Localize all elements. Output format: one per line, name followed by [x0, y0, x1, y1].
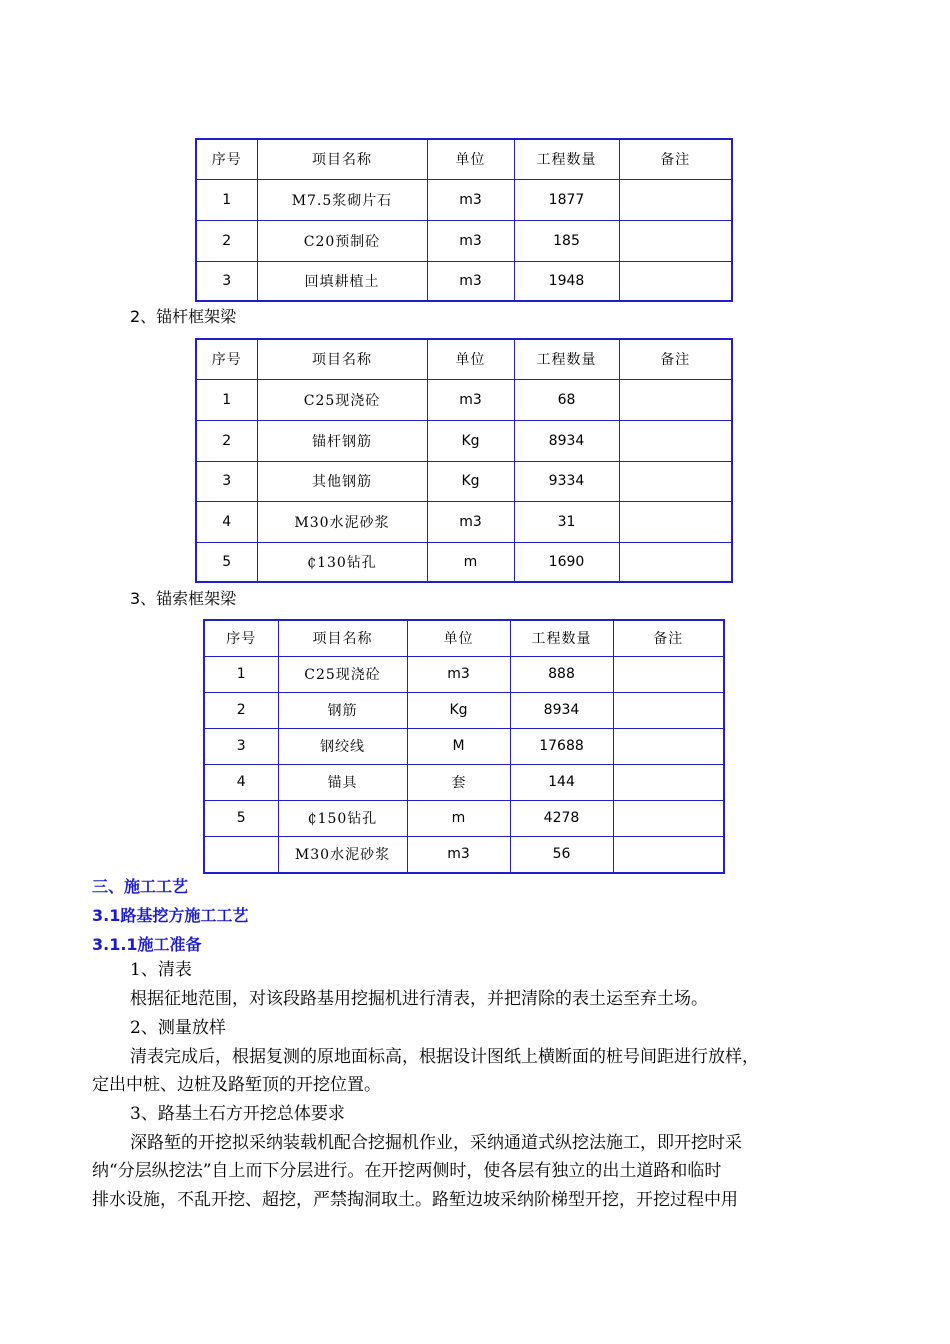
table-cell: M — [407, 728, 510, 764]
table-cell: C25现浇砼 — [257, 379, 427, 420]
table-row — [196, 501, 732, 542]
table-cell: 68 — [514, 379, 619, 420]
table-row — [196, 179, 732, 220]
item-survey-body-line1: 清表完成后，根据复测的原地面标高，根据设计图纸上横断面的桩号间距进行放样， — [130, 1047, 759, 1067]
table-cell: 144 — [510, 764, 613, 800]
table-cell: 2 — [204, 692, 278, 728]
table-cell — [619, 542, 732, 582]
table-cell: 1948 — [514, 261, 619, 301]
header-cell: 工程数量 — [514, 139, 619, 179]
table-1 — [195, 138, 733, 302]
table-cell — [613, 836, 724, 873]
table-cell: 其他钢筋 — [257, 461, 427, 501]
table-cell: 3 — [204, 728, 278, 764]
table-cell: m — [427, 542, 514, 582]
table-cell: C20预制砼 — [257, 220, 427, 261]
table-cell: Kg — [427, 461, 514, 501]
header-cell: 单位 — [427, 339, 514, 379]
table-cell — [619, 220, 732, 261]
table-row — [196, 461, 732, 501]
item-excavation-body-line1: 深路堑的开挖拟采纳装载机配合挖掘机作业，采纳通道式纵挖法施工，即开挖时采 — [130, 1133, 742, 1153]
item-excavation-body-line2: 纳“分层纵挖法”自上而下分层进行。在开挖两侧时，使各层有独立的出土道路和临时 — [92, 1161, 722, 1181]
table-cell: 钢筋 — [278, 692, 407, 728]
table-row — [204, 836, 724, 873]
item-clearing-title: 1、清表 — [130, 960, 192, 980]
table-2 — [195, 338, 733, 583]
table-cell: M30水泥砂浆 — [278, 836, 407, 873]
table-cell — [619, 179, 732, 220]
header-cell: 备注 — [619, 139, 732, 179]
table-cell: 185 — [514, 220, 619, 261]
table-cell: 锚杆钢筋 — [257, 420, 427, 461]
table-cell — [613, 728, 724, 764]
table-cell: 锚具 — [278, 764, 407, 800]
table-row — [196, 261, 732, 301]
table-cell: 31 — [514, 501, 619, 542]
table-cell: m3 — [407, 656, 510, 692]
table-cell: 1 — [196, 379, 257, 420]
table-header-row — [204, 620, 724, 656]
header-cell: 项目名称 — [257, 139, 427, 179]
table-cell: m3 — [427, 379, 514, 420]
table-row — [204, 764, 724, 800]
table-cell: 17688 — [510, 728, 613, 764]
item-survey-body-line2: 定出中桩、边桩及路堑顶的开挖位置。 — [92, 1075, 381, 1095]
table-cell — [613, 692, 724, 728]
header-cell: 工程数量 — [514, 339, 619, 379]
table-cell: 4 — [204, 764, 278, 800]
table-row — [204, 692, 724, 728]
table-cell — [204, 836, 278, 873]
table-cell: 888 — [510, 656, 613, 692]
table-cell: m3 — [427, 179, 514, 220]
heading-construction-process: 三、施工工艺 — [92, 877, 189, 896]
table-row — [196, 379, 732, 420]
table-row — [196, 220, 732, 261]
heading-preparation: 3.1.1施工准备 — [92, 935, 202, 954]
header-cell: 项目名称 — [257, 339, 427, 379]
table-cell: 5 — [204, 800, 278, 836]
item-survey-title: 2、测量放样 — [130, 1018, 226, 1038]
table-cell: 5 — [196, 542, 257, 582]
table-header-row — [196, 339, 732, 379]
table-cell: ₵130钻孔 — [257, 542, 427, 582]
table-cell: m3 — [427, 220, 514, 261]
header-cell: 序号 — [204, 620, 278, 656]
table-cell: 1 — [204, 656, 278, 692]
header-cell: 单位 — [407, 620, 510, 656]
table-cell: 8934 — [510, 692, 613, 728]
table-cell: 3 — [196, 461, 257, 501]
table-cell — [613, 656, 724, 692]
table-cell — [619, 420, 732, 461]
header-cell: 工程数量 — [510, 620, 613, 656]
table-cell — [619, 501, 732, 542]
table-row — [204, 728, 724, 764]
table-cell: m — [407, 800, 510, 836]
table-cell: 1690 — [514, 542, 619, 582]
item-excavation-body-line3: 排水设施，不乱开挖、超挖，严禁掏洞取土。路堑边坡采纳阶梯型开挖，开挖过程中用 — [92, 1190, 738, 1210]
table-cell: C25现浇砼 — [278, 656, 407, 692]
table-cell: 2 — [196, 420, 257, 461]
table-cell: m3 — [407, 836, 510, 873]
table-cell — [619, 261, 732, 301]
table-cell — [619, 379, 732, 420]
table-cell: 4 — [196, 501, 257, 542]
table-cell: 56 — [510, 836, 613, 873]
table-cell: 9334 — [514, 461, 619, 501]
table-header-row — [196, 139, 732, 179]
table-cell: 4278 — [510, 800, 613, 836]
table-cell: M7.5浆砌片石 — [257, 179, 427, 220]
header-cell: 备注 — [613, 620, 724, 656]
table-cell: M30水泥砂浆 — [257, 501, 427, 542]
table-row — [196, 420, 732, 461]
header-cell: 序号 — [196, 339, 257, 379]
header-cell: 备注 — [619, 339, 732, 379]
table-cell: 回填耕植土 — [257, 261, 427, 301]
table-cell — [619, 461, 732, 501]
heading-subgrade-excavation: 3.1路基挖方施工工艺 — [92, 906, 249, 925]
table-3 — [203, 619, 725, 874]
header-cell: 序号 — [196, 139, 257, 179]
table-cell: ₵150钻孔 — [278, 800, 407, 836]
table-cell: 3 — [196, 261, 257, 301]
table-cell — [613, 764, 724, 800]
table-row — [204, 656, 724, 692]
section-title-anchor-cable-beam: 3、锚索框架梁 — [130, 589, 237, 608]
table-row — [196, 542, 732, 582]
table-cell: 8934 — [514, 420, 619, 461]
table-cell: 钢绞线 — [278, 728, 407, 764]
table-cell: m3 — [427, 261, 514, 301]
section-title-anchor-beam: 2、锚杆框架梁 — [130, 307, 237, 326]
table-cell: 1 — [196, 179, 257, 220]
table-cell: m3 — [427, 501, 514, 542]
item-clearing-body: 根据征地范围，对该段路基用挖掘机进行清表，并把清除的表土运至弃土场。 — [130, 989, 708, 1009]
table-row — [204, 800, 724, 836]
table-cell — [613, 800, 724, 836]
table-cell: Kg — [407, 692, 510, 728]
header-cell: 单位 — [427, 139, 514, 179]
table-cell: 1877 — [514, 179, 619, 220]
header-cell: 项目名称 — [278, 620, 407, 656]
table-cell: Kg — [427, 420, 514, 461]
item-excavation-title: 3、路基土石方开挖总体要求 — [130, 1104, 345, 1124]
table-cell: 套 — [407, 764, 510, 800]
table-cell: 2 — [196, 220, 257, 261]
